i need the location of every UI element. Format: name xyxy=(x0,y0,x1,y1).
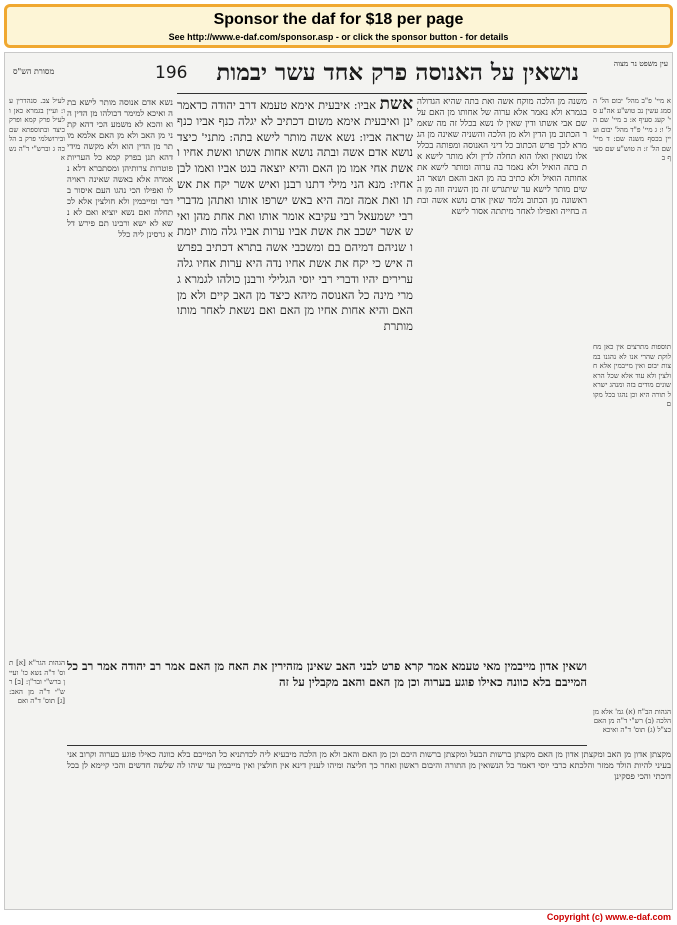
header-rule xyxy=(177,93,587,94)
tosafot-text: נשא אדם אנוסה מותר לישא בתה ואיכא למימר דכולהו מן הדין הוא והכא לא משמע הכי דהא קתני מן האב ולא מן האם אלמא מותר מן הדין הוא ולא מקשה מידי דהא תנן בפרק קמא כל העריות פוטרות צרותיהן ומסתברא דלא נאמרה אלא באשה שאינה ראויה לו ואפילו הכי נהגו העם איסור בדבר ומייבמין ולא חולצין אלא לכתחלה ואם נשא יוציא ואם לא נשא לא ישא ורבינו תם פירש דלא גרסינן ליה כלל xyxy=(67,97,173,239)
bottom-commentary-text: מקצתן אדון מן האב ומקצתן אדון מן האם מקצתן ברשות הבעל ומקצתן ברשות היבם וכן מן האם והאב ולא מן הלכה מיבעיא ליה לכדתניא כל המייבם בלא כוונה כאילו פוגע בערוה וקרוב אני בעיני להיות הולד ממזר והלכתא כרבי יוסי דאמר כל הנשואין מן התורה והיבום ראשון ואחר כך חליצה ומיהו לענין דינא אין חולצין ואין מייבמין עד שיהו לה שלשה חדשים והכי קיימא לן בכל דוכתי והכי פסקינן xyxy=(67,749,671,781)
hagahot-hagra-text: הגהות הגר"א [א] תוס' ד"ה נשא כו' ועיין ברש"י ובר"ן: [ב] רש"י ד"ה מן האב: [ג] תוס' ד"ה ואם xyxy=(9,659,65,705)
copyright-link[interactable]: Copyright (c) www.e-daf.com xyxy=(546,912,671,922)
bottom-rule xyxy=(67,745,587,746)
gemara-opening-word: אשת xyxy=(379,97,413,114)
rashi-text: משנה מן הלכה מוקח אשה ואת בתה שהיא הגדולה בגמרא ולא נאמר אלא ערוה של אחותו מן האם על שם אבי אשתו ודין שאין לו נשא בכלל זה מה שאמר הכתוב מן הדין ולא מן הלכה והשניה שאינה מן הגמרא לכך פרש הכתוב כל דיני האנוסה ומפותה בכלל אלו נשואין ואלו הוא תחלה לדין ולא מותר לישא את בתה הואיל ולא נאמר בה ערוה ומותר לישא את אחותה הואיל ולא כתיב בה מן האב והאם ושאר הנשים מותר לישא עד שיתגרש זה מן השניה וזה מן הראשונה מן הכתוב נלמד שאין אדם נושא אשה ובתה בחייה ואפילו לאחר מיתתה אסור לישא xyxy=(417,97,587,217)
gemara-text xyxy=(177,97,413,335)
gemara-continuation xyxy=(67,659,587,741)
hagahot-habach xyxy=(593,708,671,808)
ein-mishpat-label: עין משפט נר מצוה xyxy=(613,59,668,68)
margin-left-references xyxy=(9,97,65,657)
tosafot-column xyxy=(67,97,173,737)
margin-right-commentary xyxy=(593,343,671,703)
talmud-page-scan xyxy=(4,52,673,910)
ein-mishpat-text: א מיי' פ"ב מהל' יבום הל' ה סמג עשין נב טוש"ע אה"ע סי' קעג סעיף א: ב מיי' שם הל' ו: ג מיי' פ"ד מהל' יבום ועיין בכסף משנה שם: ד מיי' שם הל' ז: ה טוש"ע שם סעיף ב xyxy=(593,97,671,162)
page-number: 196 xyxy=(155,63,188,83)
gemara-continuation-text: ושאין אדון מייבמין מאי טעמא אמר קרא פרט לבני האב שאינן מזהירין את האח מן האם אמר רב יהודה אמר רב כל המייבם בלא כוונה כאילו פוגע בערוה וכן מן האם והאב מקבלין על זה xyxy=(67,659,587,689)
gemara-column xyxy=(177,97,413,657)
margin-left-text: לעיל צב. סנהדרין עו: ועיין בגמרא כאן ולעיל פרק קמא ופרק כיצד ובתוספתא שם ובירושלמי פרק ב הלכה ג וברש"י ד"ה נשא xyxy=(9,97,65,162)
sponsor-title[interactable]: Sponsor the daf for $18 per page xyxy=(213,11,464,28)
chapter-title: נושאין על האנוסה פרק אחד עשר יבמות xyxy=(216,59,579,86)
hagahot-hagra xyxy=(9,659,65,895)
page-header xyxy=(155,59,579,93)
gemara-body: אביו: איבעית אימא טעמא דרב יהודה כדאמרינן ואיבעית אימא משום דכתיב לא יגלה כנף אביו כנף שראה אביו: נשא אשה מותר לישא בתה: מתני' כיצד נושא אדם אשה ובתה נושא אחות אשתו ואשת אחיו ואשת אחי אמו מן האם והיא יוצאה בגט אביו ואמו לבן אחיו: מנא הני מילי דתנו רבנן ואיש אשר יקח את אשתו ואת אמה זמה היא באש ישרפו אותו ואתהן מדברי רבי ישמעאל רבי עקיבא אומר אותו ואת אחת מהן ואיש אשר ישכב את אשת אביו ערות אביו גלה מות יומתו שניהם דמיהם בם ומשכבי אשה בתרא דכתיב בפרשה איש כי יקח את אשת אחיו נדה היא ערות אחיו גלה ערירים יהיו ודברי רבי יוסי הגלילי ורבנן כולהו לגמרא גמרי מינה כל האנוסה מיהא כיצד מן האב קיים ולא מן האם והיא אחות אחיו מן האם ואם נשאת לאחר מותו מותרת xyxy=(177,98,413,334)
margin-right-commentary-text: תוספות מתרצים אין כאן מחלוקת שהרי אנו לא נהגנו במצות יבום ואין מייבמין אלא חולצין ולא עוד אלא שכל הראשונים מודים בזה ומנהג ישראל תורה היא וכן נהגו בכל מקום xyxy=(593,343,671,408)
ein-mishpat-column xyxy=(593,97,671,337)
sponsor-subtitle: See http://www.e-daf.com/sponsor.asp - or click the sponsor button - for details xyxy=(168,32,509,42)
sponsor-banner[interactable] xyxy=(4,4,673,48)
hagahot-habach-text: הגהות הב"ח (א) גמ' אלא מן הלכה (ב) רש"י ד"ה מן האם כצ"ל (ג) תוס' ד"ה ואיכא xyxy=(593,708,671,734)
mesoret-hashas-label: מסורת הש"ס xyxy=(13,67,55,76)
bottom-commentary xyxy=(67,749,671,895)
rashi-column xyxy=(417,97,587,737)
